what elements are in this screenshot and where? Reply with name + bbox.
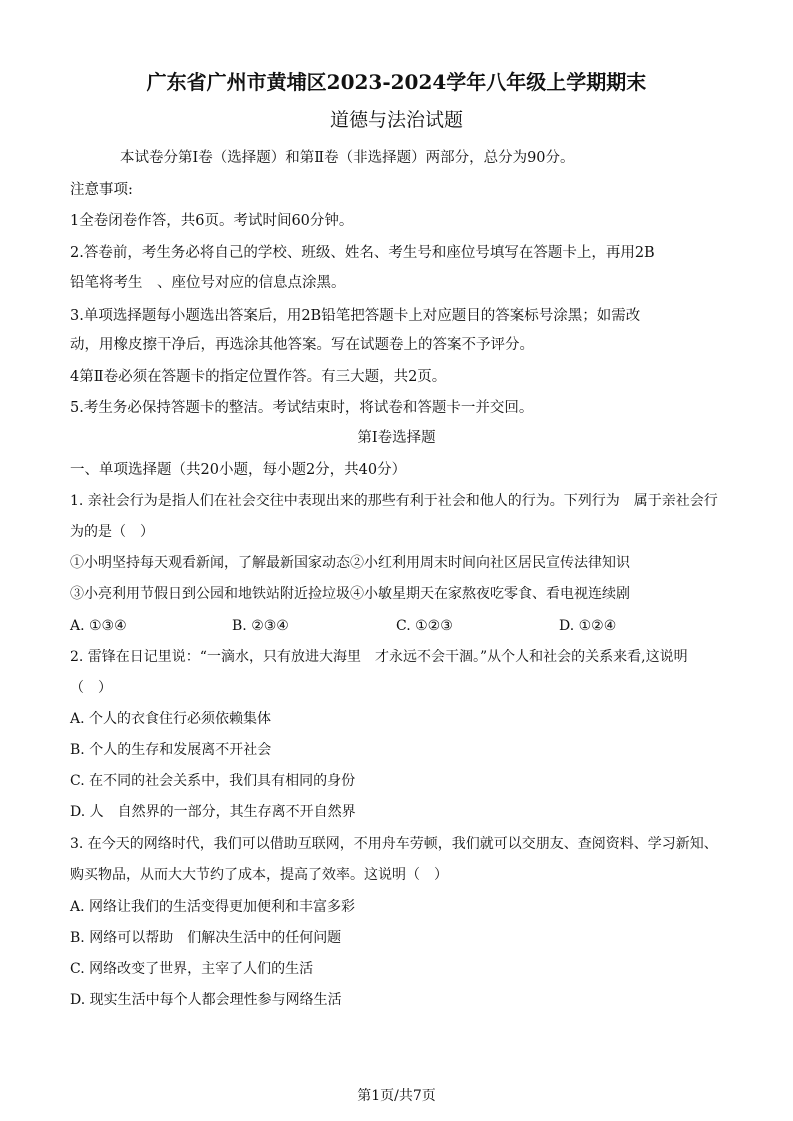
q1-item-line-1: ①小明坚持每天观看新闻，了解最新国家动态②小红利用周末时间向社区居民宣传法律知识 xyxy=(70,555,630,571)
note-4: 4第Ⅱ卷必须在答题卡的指定位置作答。有三大题，共2页。 xyxy=(70,369,447,385)
q3-option-c: C. 网络改变了世界，主宰了人们的生活 xyxy=(70,961,314,977)
exam-intro: 本试卷分第Ⅰ卷（选择题）和第Ⅱ卷（非选择题）两部分，总分为90分。 xyxy=(120,150,575,166)
q3-stem-line-2: 购买物品，从而大大节约了成本，提高了效率。这说明（ ） xyxy=(70,867,448,883)
q2-option-b: B. 个人的生存和发展离不开社会 xyxy=(70,742,272,758)
page-number: 第1页/共7页 xyxy=(357,1088,436,1104)
section-subtitle: 一、单项选择题（共20小题，每小题2分，共40分） xyxy=(70,462,407,478)
q3-stem-line-1: 3. 在今天的网络时代，我们可以借助互联网，不用舟车劳顿，我们就可以交朋友、查阅资料、学习新知、 xyxy=(70,836,718,852)
note-2-line-1: 2.答卷前，考生务必将自己的学校、班级、姓名、考生号和座位号填写在答题卡上，再用2B xyxy=(70,245,655,261)
q3-option-a: A. 网络让我们的生活变得更加便利和丰富多彩 xyxy=(70,899,356,915)
q1-stem-line-1: 1. 亲社会行为是指人们在社会交往中表现出来的那些有利于社会和他人的行为。下列行为 属于亲社会行 xyxy=(70,493,718,509)
section-title: 第Ⅰ卷选择题 xyxy=(357,430,436,446)
q2-option-c: C. 在不同的社会关系中，我们具有相同的身份 xyxy=(70,773,356,789)
note-3-line-2: 动，用橡皮擦干净后，再选涂其他答案。写在试题卷上的答案不予评分。 xyxy=(70,337,534,353)
q2-stem-line-2: （ ） xyxy=(70,680,112,696)
q1-option-b: B. ②③④ xyxy=(232,618,289,634)
note-3-line-1: 3.单项选择题每小题选出答案后，用2B铅笔把答题卡上对应题目的答案标号涂黑；如需改 xyxy=(70,308,641,324)
q1-option-a: A. ①③④ xyxy=(70,618,127,634)
q2-option-a: A. 个人的衣食住行必须依赖集体 xyxy=(70,711,272,727)
note-1: 1全卷闭卷作答，共6页。考试时间60分钟。 xyxy=(70,213,354,229)
q1-item-line-2: ③小亮利用节假日到公园和地铁站附近捡垃圾④小敏星期天在家熬夜吃零食、看电视连续剧 xyxy=(70,586,630,602)
q1-option-c: C. ①②③ xyxy=(396,618,453,634)
exam-title: 广东省广州市黄埔区2023-2024学年八年级上学期期末 xyxy=(146,70,647,94)
q3-option-b: B. 网络可以帮助 们解决生活中的任何问题 xyxy=(70,930,342,946)
q2-option-d: D. 人 自然界的一部分，其生存离不开自然界 xyxy=(70,804,356,820)
exam-subject: 道德与法治试题 xyxy=(329,109,463,131)
q1-option-d: D. ①②④ xyxy=(559,618,617,634)
notes-heading: 注意事项: xyxy=(70,182,133,198)
note-2-line-2: 铅笔将考生 、座位号对应的信息点涂黑。 xyxy=(70,275,346,291)
q3-option-d: D. 现实生活中每个人都会理性参与网络生活 xyxy=(70,992,342,1008)
note-5: 5.考生务必保持答题卡的整洁。考试结束时，将试卷和答题卡一并交回。 xyxy=(70,400,534,416)
q2-stem-line-1: 2. 雷锋在日记里说：“一滴水，只有放进大海里 才永远不会干涸。”从个人和社会的关系来看,这说明 xyxy=(70,649,688,665)
q1-stem-line-2: 为的是（ ） xyxy=(70,524,154,540)
